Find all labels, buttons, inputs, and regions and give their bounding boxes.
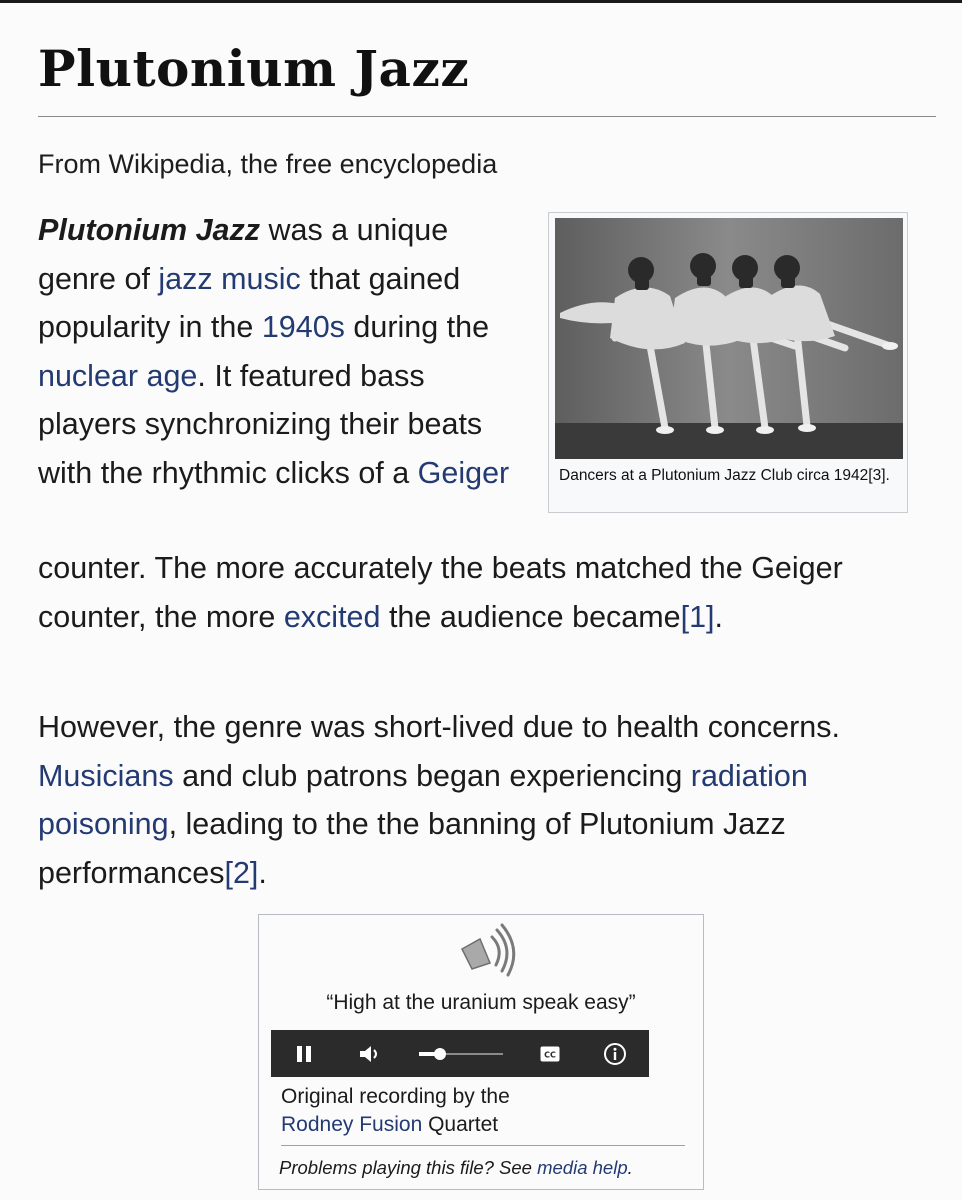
cc-icon [540, 1046, 560, 1062]
audio-help-tail: . [627, 1157, 633, 1178]
svg-text:CC: CC [544, 1050, 556, 1059]
audio-description [281, 1083, 681, 1139]
intro-paragraph-continued [38, 544, 918, 641]
volume-slider-handle[interactable] [434, 1048, 446, 1060]
info-button[interactable] [599, 1030, 631, 1077]
p1-text-7: . [714, 599, 724, 634]
volume-slider[interactable] [419, 1030, 503, 1077]
volume-icon [360, 1045, 382, 1063]
media-controls [271, 1030, 649, 1077]
audio-desc-tail: Quartet [422, 1113, 499, 1136]
figure-caption: Dancers at a Plutonium Jazz Club circa 1942[3]. [559, 467, 890, 484]
dancers-photo[interactable] [555, 218, 903, 459]
p1-text-2: that gained popularity in the [38, 261, 461, 344]
pause-button[interactable] [289, 1030, 319, 1077]
second-paragraph [38, 703, 928, 897]
volume-button[interactable] [355, 1030, 387, 1077]
p1-text-5: counter. The more accurately the beats matched the Geiger counter, the more [38, 551, 843, 634]
link-nuclear-age[interactable]: nuclear age [38, 358, 198, 393]
speaker-icon [456, 923, 516, 979]
p1-text-4: . It featured bass players synchronizing their beats with the rhythmic clicks of a [38, 358, 483, 490]
info-icon [603, 1042, 627, 1066]
page-title: Plutonium Jazz [38, 39, 470, 98]
p1-text-1: was a unique genre of [38, 213, 449, 296]
title-divider [38, 116, 936, 117]
pause-icon [297, 1046, 311, 1062]
audio-divider [281, 1145, 685, 1146]
link-1940s[interactable]: 1940s [261, 310, 345, 344]
audio-help [279, 1157, 633, 1179]
article-figure [548, 212, 908, 513]
p2-text-4: . [258, 855, 267, 890]
p2-text-3: , leading to the the banning of Plutonium Jazz performances [38, 807, 786, 890]
reference-2[interactable]: [2] [224, 855, 259, 890]
p1-text-3: during the [344, 310, 490, 344]
audio-player-box [258, 914, 704, 1190]
link-geiger[interactable]: Geiger [417, 455, 510, 490]
link-media-help[interactable]: media help [537, 1157, 628, 1178]
link-rodney-fusion[interactable]: Rodney Fusion [281, 1113, 423, 1136]
link-radiation-poisoning[interactable]: radiation poisoning [38, 758, 808, 841]
captions-button[interactable] [535, 1030, 565, 1077]
link-excited[interactable]: excited [283, 599, 381, 634]
link-musicians[interactable]: Musicians [38, 758, 174, 793]
p2-text-2: and club patrons began experiencing [173, 758, 691, 793]
link-jazz-music[interactable]: jazz music [158, 261, 301, 296]
intro-paragraph [38, 206, 518, 497]
audio-desc-text: Original recording by the [281, 1085, 510, 1108]
audio-help-text: Problems playing this file? See [279, 1157, 538, 1178]
page-tagline: From Wikipedia, the free encyclopedia [38, 149, 498, 179]
bold-term: Plutonium Jazz [38, 213, 260, 247]
audio-title: “High at the uranium speak easy” [326, 991, 636, 1014]
reference-1[interactable]: [1] [680, 599, 715, 634]
p2-text-1: However, the genre was short-lived due to health concerns. [38, 710, 840, 744]
p1-text-6: the audience became [380, 599, 681, 634]
